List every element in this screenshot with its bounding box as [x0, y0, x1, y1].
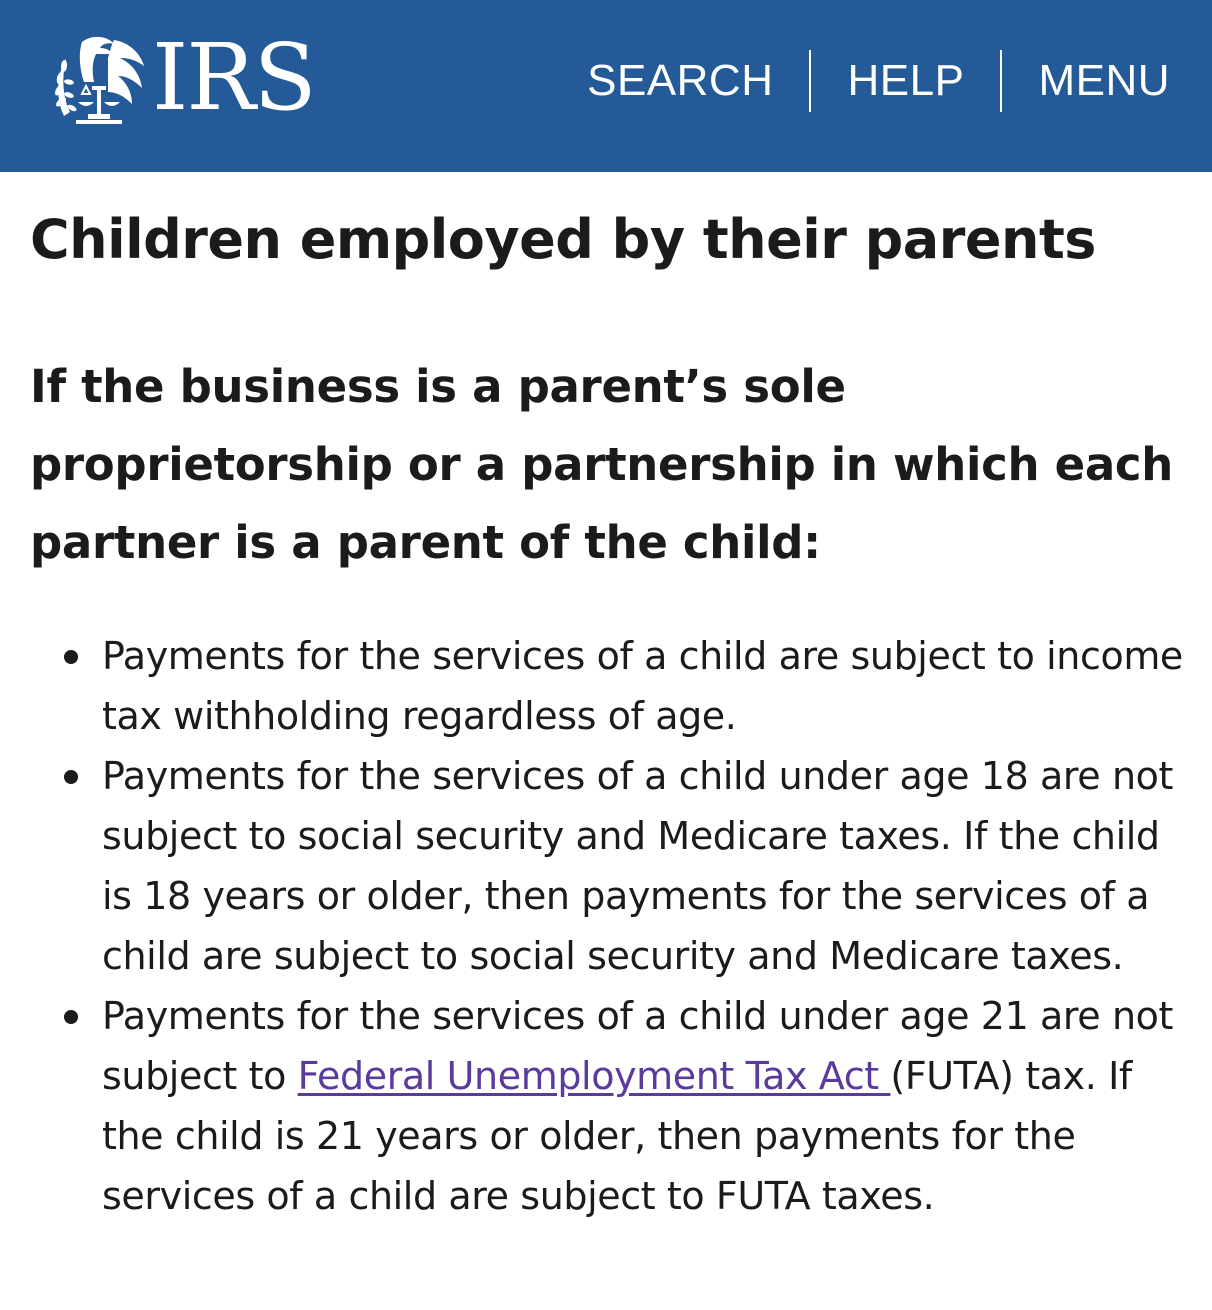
- bullet-dot-icon: [64, 770, 78, 784]
- nav-search[interactable]: SEARCH: [587, 56, 774, 105]
- list-item-text-end: (FUTA) tax. If the child is 21 years or older, then payments for the services of a child are subject to FUTA taxes.: [102, 1054, 1132, 1218]
- rules-list: [30, 626, 1190, 1226]
- futa-link[interactable]: Federal Unemployment Tax Act: [297, 1054, 891, 1098]
- list-item-text: Payments for the services of a child are subject to income tax withholding regardless of age.: [102, 634, 1183, 738]
- list-item: [102, 626, 1190, 746]
- list-item-text-start: Payments for the services of a child under age 21 are not subject to: [102, 994, 1173, 1098]
- section-heading: If the business is a parent’s sole proprietorship or a partnership in which each partner is a parent of the child:: [30, 360, 1174, 569]
- list-item: [102, 986, 1190, 1226]
- page-title: Children employed by their parents: [30, 208, 1096, 271]
- irs-eagle-logo-icon: [52, 32, 150, 124]
- nav-menu[interactable]: MENU: [1038, 56, 1170, 105]
- bullet-dot-icon: [64, 650, 78, 664]
- header-nav: [551, 48, 1170, 114]
- logo-text: IRS: [152, 24, 315, 131]
- main-content: [30, 200, 1190, 1226]
- site-header: [0, 0, 1212, 172]
- irs-logo[interactable]: [52, 24, 315, 131]
- nav-help[interactable]: HELP: [847, 56, 965, 105]
- bullet-dot-icon: [64, 1010, 78, 1024]
- list-item-text: Payments for the services of a child under age 18 are not subject to social security and Medicare taxes. If the child is 18 years or older, then payments for the services of a child are subject to social security and Medicare taxes.: [102, 754, 1173, 978]
- list-item: [102, 746, 1190, 986]
